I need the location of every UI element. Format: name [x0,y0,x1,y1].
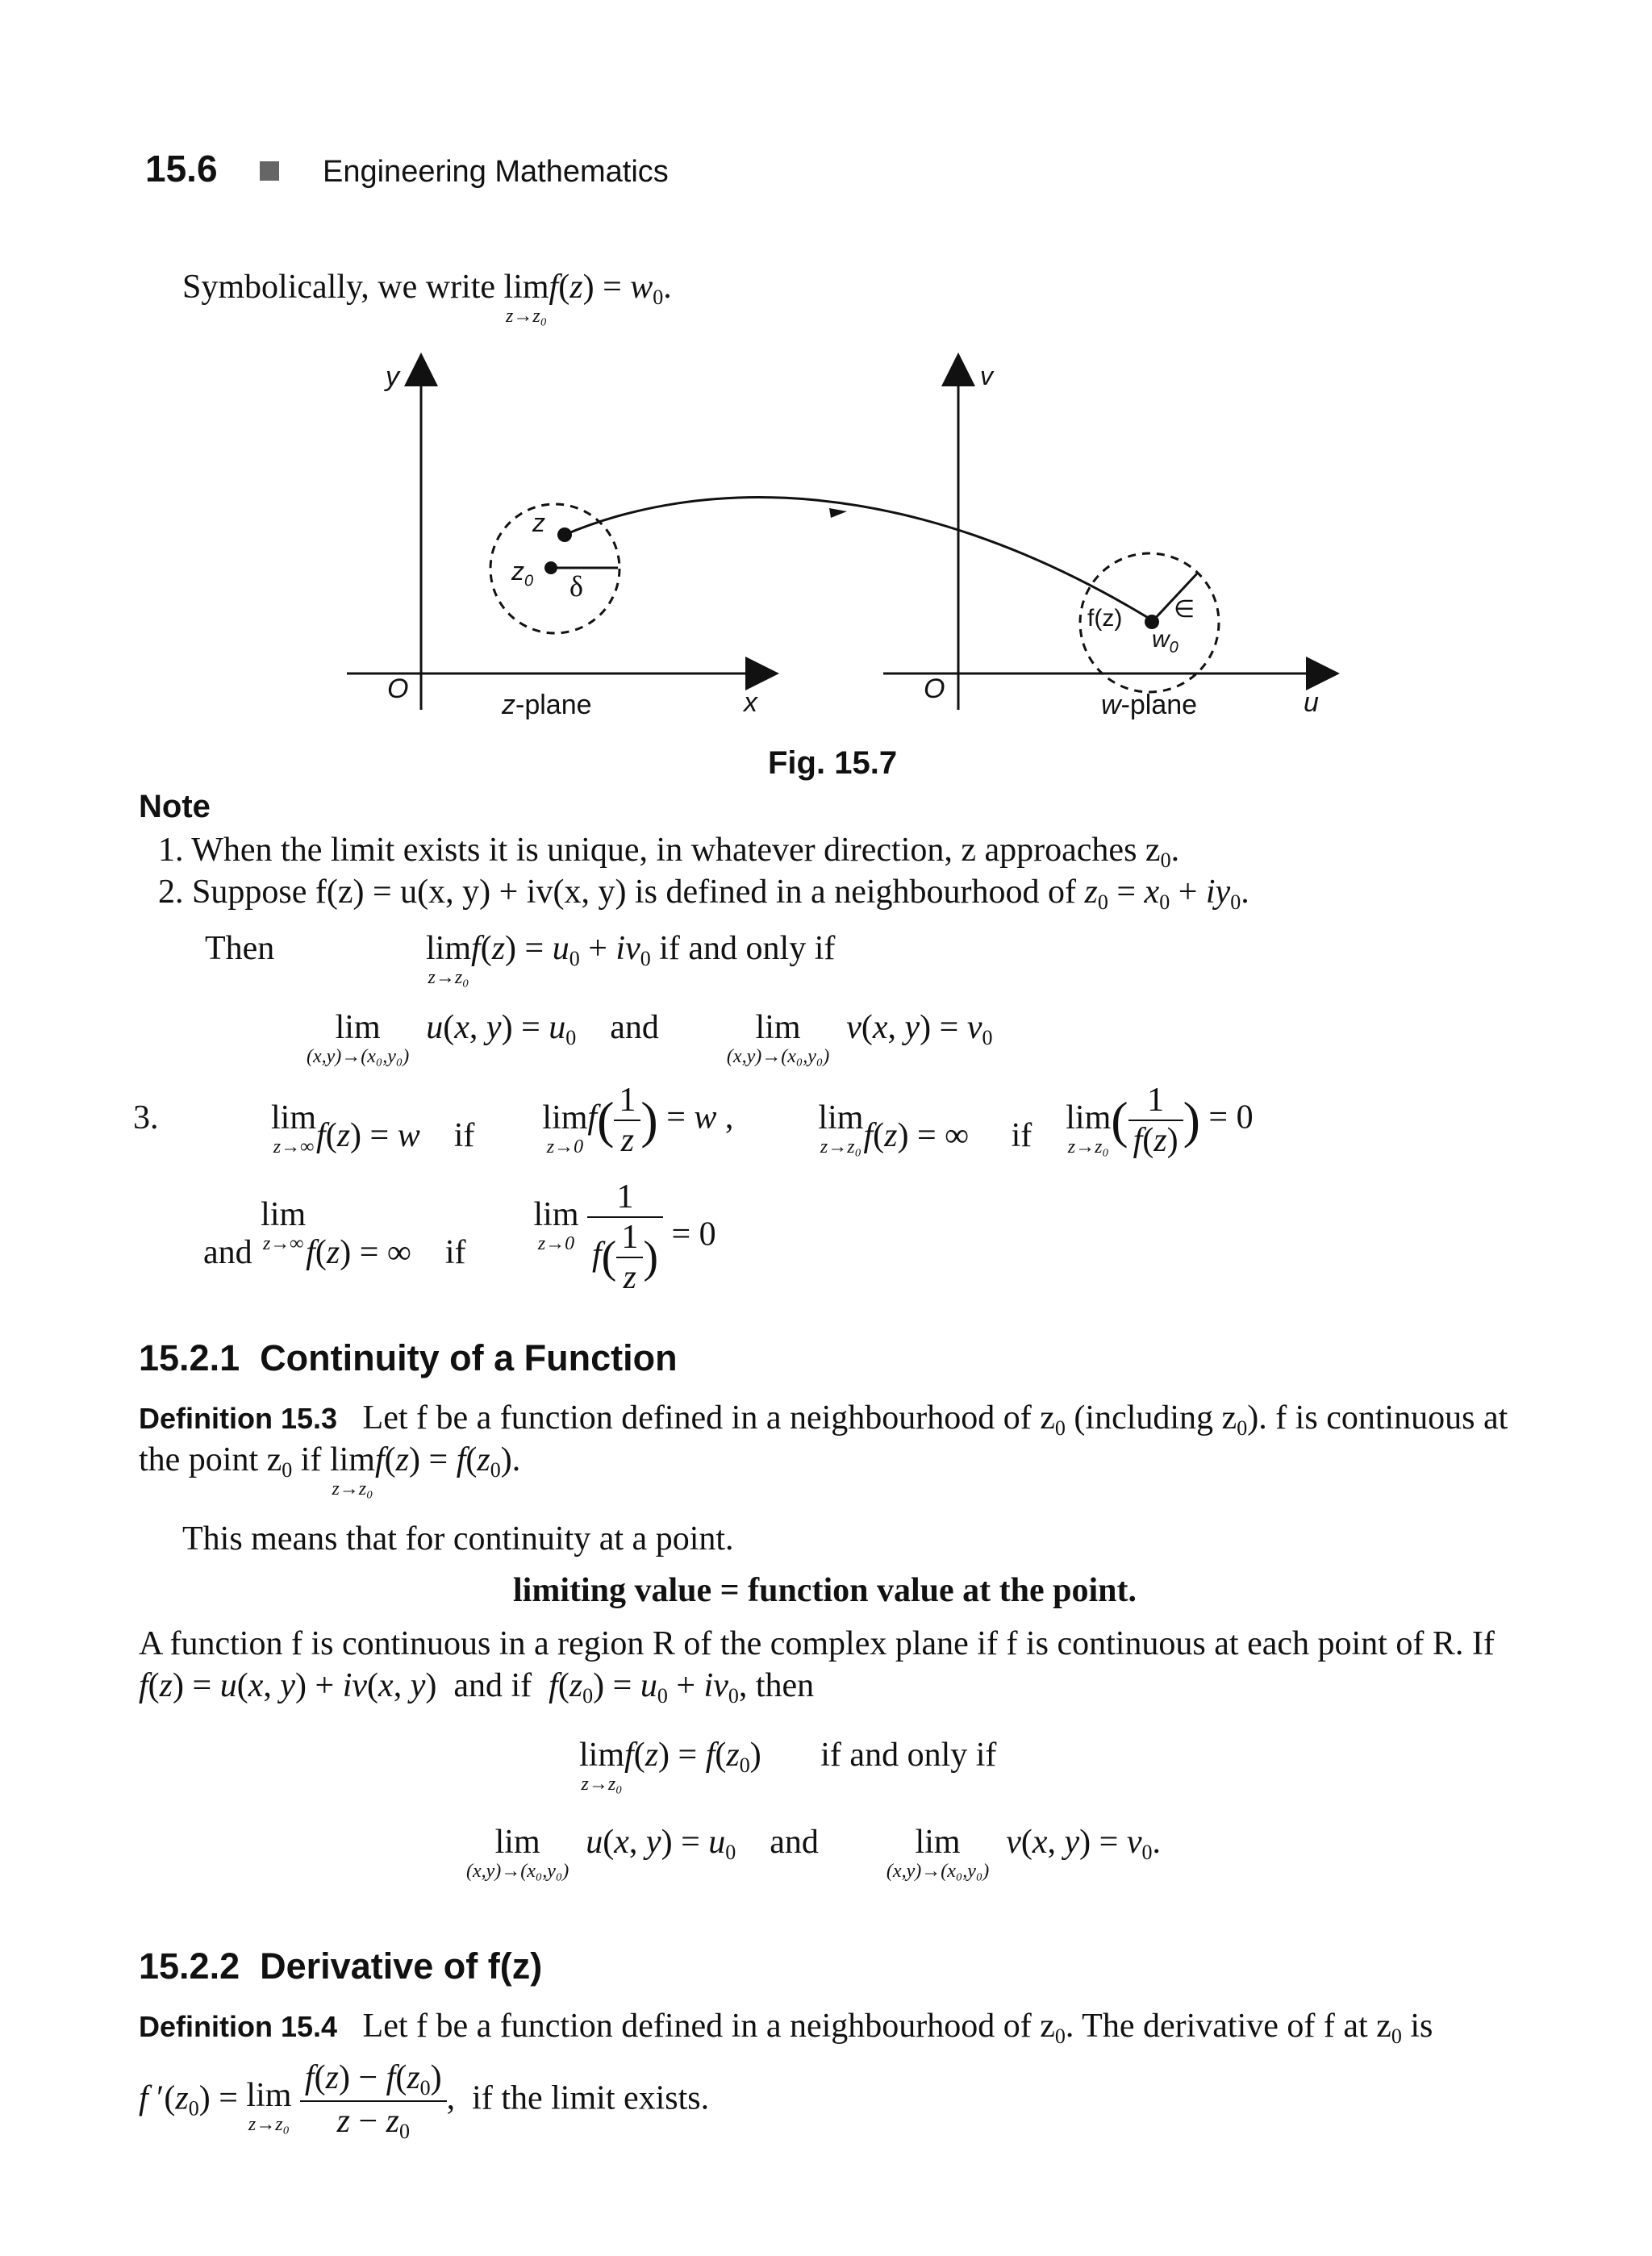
continuity-meaning: This means that for continuity at a point. [182,1520,734,1558]
definition-15-3: Definition 15.3 Let f be a function defined in a neighbourhood of $z_0$ (including $z_0$). f is continuous at [139,1399,1508,1440]
w0-label: $w_0$ [1152,626,1179,657]
note-item-3-number: 3. [133,1099,159,1136]
section-heading-continuity: 15.2.1 Continuity of a Function [139,1337,678,1378]
derivative-formula: f $'(z_0) = \lim$ z→z₀ $\frac{f(z) - f(z_0)}{z - z_0}$ , if the limit exists. [139,2059,710,2143]
continuity-iff-expression: lim z→z₀ $f(z) = f(z_0)$ if and only if [579,1737,997,1795]
figure-caption: Fig. 15.7 [768,745,898,781]
z-plane-y-label: y [386,361,399,392]
z-plane-label: z-plane [502,690,592,720]
z-plane-x-label: x [744,687,757,718]
note-component-limits: lim (x,y)→(x₀,y₀) u(x, $y) = u_0$ and lim (x,y)→(x₀,y₀) v(x, $y) = v_0$ [307,1009,993,1067]
lim-expression: lim z→z₀ [503,269,549,327]
symbolic-line: Symbolically, we write lim z→z₀ $f(z) = w_0$. [182,269,672,327]
note-then: Then [205,930,275,967]
fz-label: f(z) [1087,605,1123,632]
note-item-1: 1. When the limit exists it is unique, in whatever direction, z approaches $z_0$. [158,832,1180,872]
delta-label: δ [569,570,583,603]
iff-text: if and only if [659,930,836,967]
w-plane-v-label: v [980,361,993,390]
region-text-line-1: A function f is continuous in a region R of the complex plane if f is continuous at each point of R. If [139,1625,1495,1662]
continuity-bold-line: limiting value = function value at the point. [513,1572,1137,1609]
definition-15-3-line-2: the point $z_0$ if lim z→z₀ $f(z) = f(z_0)$. [139,1441,521,1499]
continuity-component-limits: lim (x,y)→(x₀,y₀) u(x, $y) = u_0$ and lim (x,y)→(x₀,y₀) v(x, $y) = v_0$. [466,1824,1161,1882]
region-text-line-2: f(z) = u(x, y) + iv(x, y) and if $f(z_0) = u_0 + iv_0$, then [139,1667,815,1708]
and-text: and [610,1009,659,1046]
note-item-3-line-1: lim z→∞ f(z) = w if lim z→0 f( $\frac{1}{z}$ ) = w , lim z→z₀ f(z) = ∞ if lim z→z₀ ( $\frac{1}{f(z)}$ ) = 0 [271,1082,1254,1159]
note-item-2: 2. Suppose f(z) = u(x, y) + iv(x, y) is defined in a neighbourhood of $z_0 = x_0 + iy_0$. [158,874,1249,914]
symbolic-text: Symbolically, we write [182,269,496,306]
section-heading-derivative: 15.2.2 Derivative of f(z) [139,1945,543,1987]
w-plane-u-label: u [1304,687,1319,718]
page-number: 15.6 [145,148,218,190]
figure-limit-mapping [0,339,1652,758]
note-item-3-line-2: and lim z→∞ f(z) = ∞ if lim z→0 1 f( $\frac{1}{z}$ ) = 0 [203,1178,716,1296]
definition-15-4: Definition 15.4 Let f be a function defined in a neighbourhood of $z_0$. The derivative of f at $z_0$ is [139,2008,1433,2048]
mapping-arrow [565,498,1153,621]
w-plane-origin-label: O [924,673,945,704]
book-title: Engineering Mathematics [323,155,669,189]
note-then-expression: lim z→z₀ $f(z) = u_0 + iv_0$ if and only if [426,930,836,988]
z-label: z [532,508,545,537]
header-square-icon [260,161,279,181]
note-title: Note [139,789,211,824]
w-plane-label: w-plane [1101,690,1198,720]
z0-label: $z_0$ [511,557,534,590]
epsilon-label: ∈ [1174,596,1195,623]
z-plane-origin-label: O [387,673,409,704]
